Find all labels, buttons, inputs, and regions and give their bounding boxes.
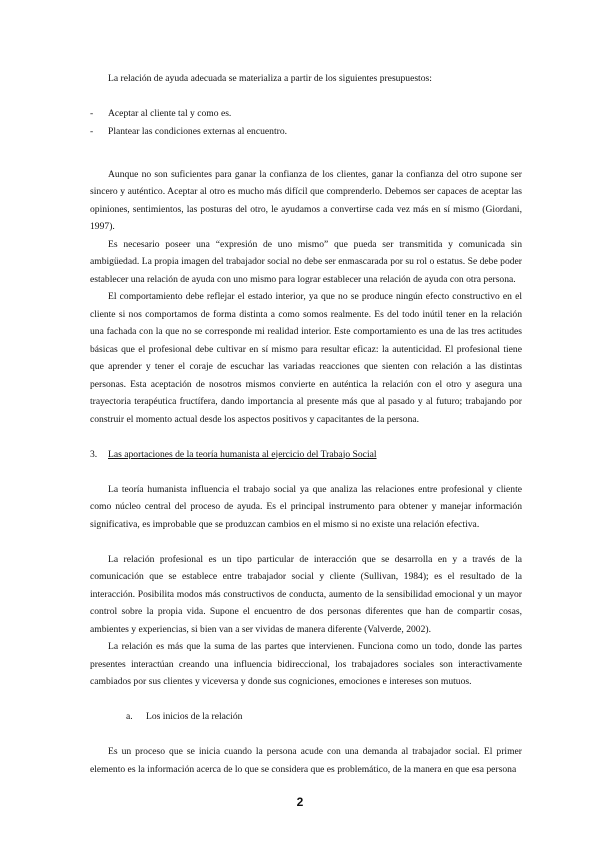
intro-paragraph: La relación de ayuda adecuada se materializa a partir de los siguientes presupuestos: <box>108 73 432 84</box>
paragraph: La relación es más que la suma de las partes que intervienen. Funciona como un todo, donde las partes presentes interactúan creando una influencia bidireccional, los trabajadores sociales son interactivamente cambiados por sus clientes y viceversa y donde sus cogniciones, emociones e intereses son mutuos. <box>90 641 522 687</box>
list-bullet: - <box>90 108 94 119</box>
paragraph: Es necesario poseer una “expresión de uno mismo” que pueda ser transmitida y comunicada sin ambigüedad. La propia imagen del trabajador social no debe ser enmascarada por su rol o estatus. Se debe poder establecer una relación de ayuda con uno mismo para lograr establecer una relación de ayuda con otra persona. <box>90 238 522 285</box>
list-item-text: Plantear las condiciones externas al encuentro. <box>108 125 288 137</box>
subsection-number: a. <box>126 711 133 722</box>
paragraph: El comportamiento debe reflejar el estado interior, ya que no se produce ningún efecto constructivo en el cliente si nos comportamos de forma distinta a como somos realmente. Es del todo inútil tener en la relación una fachada con la que no se corresponde mi realidad interior. Este comportamiento es una de las tres actitudes básicas que el profesional debe cultivar en sí mismo para resultar eficaz: la autenticidad. El profesional tiene que aprender y tener el coraje de escuchar las variadas reacciones que sienten con relación a las distintas personas. Esta aceptación de nosotros mismos convierte en auténtica la relación con el otro y asegura una trayectoria terapéutica fructífera, dando importancia al presente más que al pasado y al futuro; trabajando por construir el momento actual desde los aspectos positivos y capacitantes de la persona. <box>90 291 522 425</box>
paragraph: La relación profesional es un tipo particular de interacción que se desarrolla en y a través de la comunicación que se establece entre trabajador social y cliente (Sullivan, 1984); es el resultado de la interacción. Posibilita modos más constructivos de conducta, aumento de la sensibilidad emocional y un mayor control sobre la propia vida. Supone el encuentro de dos personas diferentes que han de compartir cosas, ambientes y experiencias, si bien van a ser vividas de manera diferente (Valverde, 2002). <box>90 553 522 635</box>
paragraph: La teoría humanista influencia el trabajo social ya que analiza las relaciones entre profesional y cliente como núcleo central del proceso de ayuda. Es el principal instrumento para obtener y manejar información significativa, es improbable que se produzcan cambios en el mismo si no existe una relación efectiva. <box>90 483 522 530</box>
list-bullet: - <box>90 125 94 137</box>
page-body <box>90 70 522 778</box>
paragraph: Aunque no son suficientes para ganar la confianza de los clientes, ganar la confianza del otro supone ser sincero y auténtico. Aceptar al otro es mucho más difícil que comprenderlo. Debemos ser capaces de aceptar las opiniones, sentimientos, las posturas del otro, le ayudamos a convertirse cada vez más en sí mismo (Giordani, 1997). <box>90 168 522 232</box>
section-heading <box>90 446 522 464</box>
section-number: 3. <box>90 448 98 460</box>
page-number: 2 <box>296 795 304 809</box>
paragraph: Es un proceso que se inicia cuando la persona acude con una demanda al trabajador social. El primer elemento es la información acerca de lo que se considera que es problemático, de la manera en que esa persona <box>90 746 522 775</box>
list-item-text: Aceptar al cliente tal y como es. <box>108 108 232 119</box>
list-item <box>90 105 522 123</box>
subsection-heading <box>90 708 522 726</box>
list-item <box>90 123 522 141</box>
subsection-title: Los inicios de la relación <box>146 711 243 722</box>
section-title: Las aportaciones de la teoría humanista al ejercicio del Trabajo Social <box>108 448 377 460</box>
